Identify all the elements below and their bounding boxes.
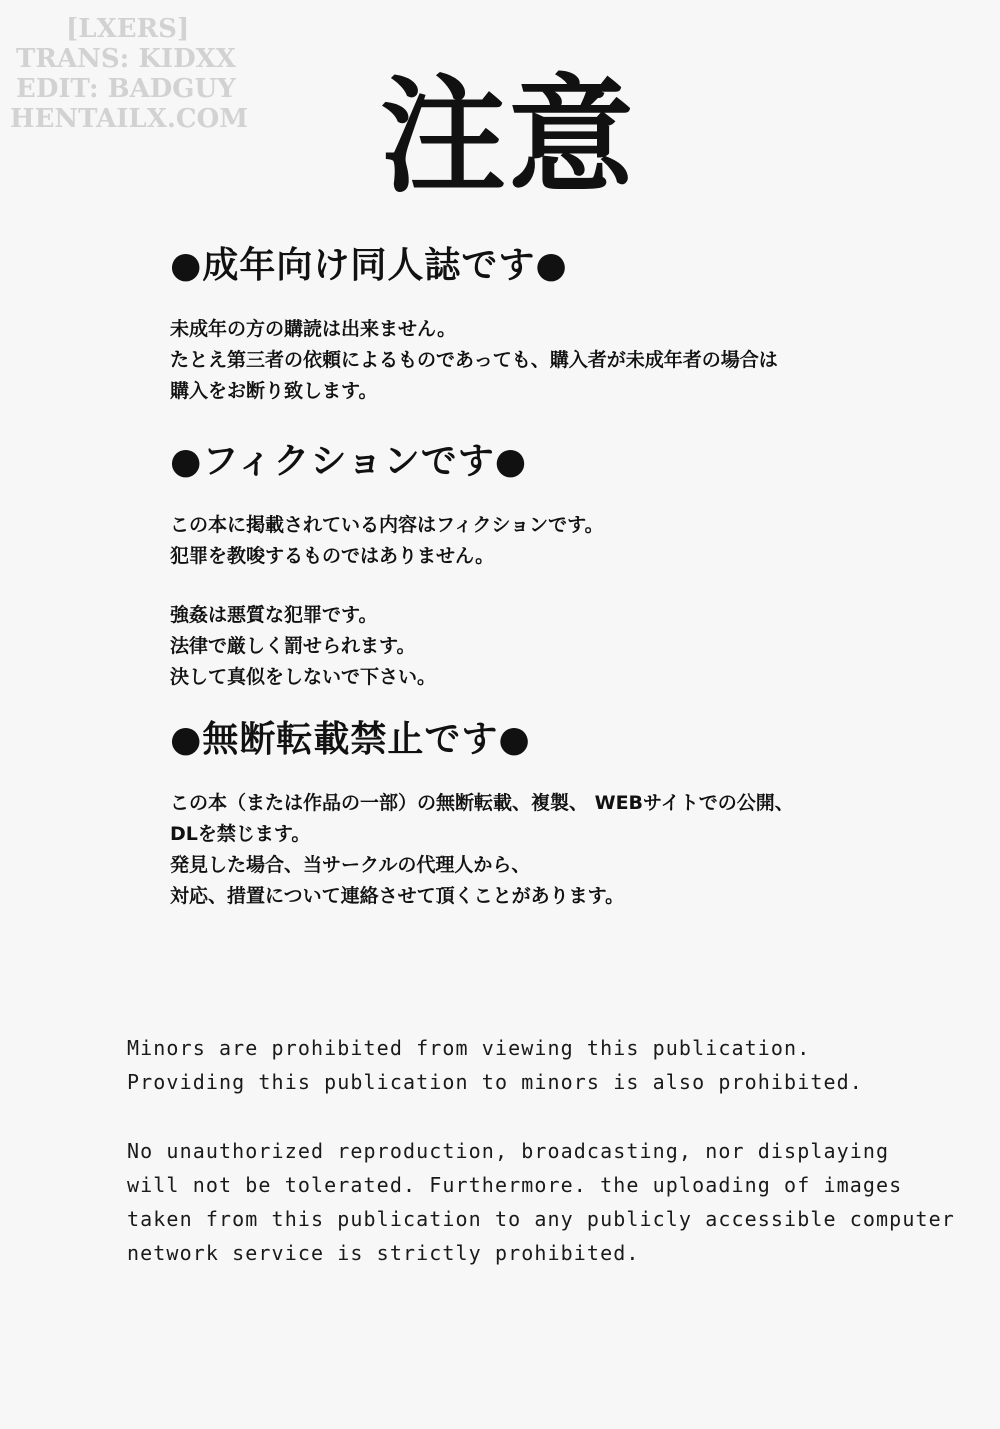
scanlation-credits [10, 14, 250, 134]
english-line: taken from this publication to any publicly accessible computer [127, 1207, 955, 1231]
credit-translator: TRANS: KIDXX [16, 44, 236, 74]
page-title: 注意 [380, 63, 636, 210]
english-line: Minors are prohibited from viewing this publication. [127, 1036, 811, 1060]
english-notice-minors [127, 1031, 927, 1099]
paragraph-line: 対応、措置について連絡させて頂くことがあります。 [170, 885, 625, 907]
english-line: will not be tolerated. Furthermore. the uploading of images [127, 1173, 903, 1197]
section-paragraph [170, 314, 778, 407]
section-paragraph [170, 788, 794, 912]
english-line: No unauthorized reproduction, broadcasting, nor displaying [127, 1139, 890, 1163]
paragraph-line: DLを禁じます。 [170, 823, 311, 845]
paragraph-line: 発見した場合、当サークルの代理人から、 [170, 854, 531, 876]
paragraph-line: この本に掲載されている内容はフィクションです。 [170, 514, 604, 536]
credit-group: [LXERS] [66, 14, 190, 44]
section-no-reproduction [170, 718, 930, 907]
paragraph-line: たとえ第三者の依頼によるものであっても、購入者が未成年者の場合は [170, 349, 778, 371]
section-fiction [170, 440, 930, 688]
english-line: Providing this publication to minors is also prohibited. [127, 1070, 863, 1094]
english-notice-reproduction [127, 1134, 955, 1270]
english-line: network service is strictly prohibited. [127, 1241, 640, 1265]
section-heading: ●成年向け同人誌です● [170, 245, 568, 286]
paragraph-line: 決して真似をしないで下さい。 [170, 666, 437, 688]
paragraph-line: 未成年の方の購読は出来ません。 [170, 318, 457, 340]
paragraph-line: 犯罪を教唆するものではありません。 [170, 545, 495, 567]
section-adult-content [170, 244, 930, 402]
credit-website: HENTAILX.COM [10, 104, 249, 134]
section-heading: ●フィクションです● [170, 441, 528, 482]
section-paragraph [170, 600, 436, 693]
section-heading: ●無断転載禁止です● [170, 719, 531, 760]
paragraph-line: 強姦は悪質な犯罪です。 [170, 604, 378, 626]
paragraph-line: 購入をお断り致します。 [170, 380, 378, 402]
credit-editor: EDIT: BADGUY [16, 74, 236, 104]
paragraph-line: 法律で厳しく罰せられます。 [170, 635, 416, 657]
section-paragraph [170, 510, 604, 572]
paragraph-line: この本（または作品の一部）の無断転載、複製、 WEBサイトでの公開、 [170, 792, 794, 814]
